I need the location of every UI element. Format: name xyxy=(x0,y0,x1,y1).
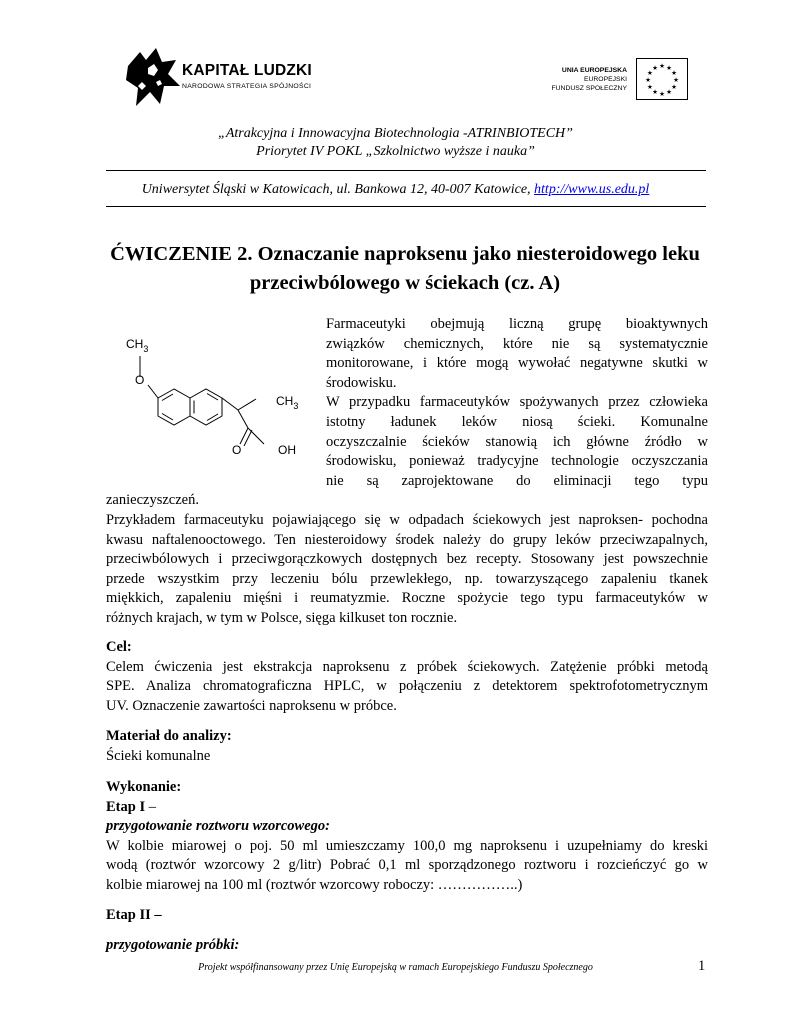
address-text: Uniwersytet Śląski w Katowicach, ul. Bankowa 12, 40-007 Katowice, xyxy=(141,182,535,197)
etap-1-line: kolbie miarowej na 100 ml (roztwór wzorcowy roboczy: ……………..) xyxy=(106,877,523,893)
paragraph-line: kwasu naftalenooctowego. Ten niesteroidowy środek należy do grupy leków przeciwzapalnych, xyxy=(106,531,708,548)
eu-logo-line-2: EUROPEJSKI xyxy=(583,76,627,83)
material-text: Ścieki komunalne xyxy=(106,747,211,764)
intro-line: nie są zaprojektowane do eliminacji tego typu xyxy=(326,472,708,489)
methoxy-oxygen-label: O xyxy=(135,373,145,387)
paragraph-line: różnych krajach, w tym w Polsce, sięga kilkuset ton rocznie. xyxy=(106,610,458,626)
intro-continuation: zanieczyszczeń. xyxy=(106,492,199,509)
page-title xyxy=(60,240,750,298)
intro-line: monitorowane, i które mogą wywołać negatywne skutki w xyxy=(326,355,708,372)
carbonyl-oxygen-label: O xyxy=(232,443,242,457)
header-rule-bottom xyxy=(106,206,706,207)
paragraph-line: przeciwbólowych i przeciwgorączkowych dostępnych bez recepty. Stosowany jest powszechnie xyxy=(106,551,708,568)
eu-flag-icon xyxy=(636,58,688,100)
project-priority-line: Priorytet IV POKL „Szkolnictwo wyższe i nauka” xyxy=(256,144,535,159)
paragraph-line: przede wszystkim przy leczeniu bólu przewlekłego, np. towarzyszącego zapaleniu tkanek xyxy=(106,570,708,587)
cel-line: UV. Oznaczenie zawartości naproksenu w próbce. xyxy=(106,697,397,714)
svg-text:★: ★ xyxy=(666,88,672,97)
eu-flag xyxy=(636,58,688,100)
intro-line: oczyszczalnie ścieków stanowią ich główne źródło w xyxy=(326,433,708,450)
etap-1-label: Etap I – xyxy=(106,798,156,815)
eu-logo-line-1: UNIA EUROPEJSKA xyxy=(561,67,627,74)
wykonanie-heading: Wykonanie: xyxy=(106,779,182,795)
paragraph-line: miękkich, zapaleniu mięśni i reumatyzmie. Roczne spożycie tego typu farmaceutyków w xyxy=(106,590,708,607)
title-line-1: ĆWICZENIE 2. Oznaczanie naproksenu jako niesteroidowego leku xyxy=(110,243,700,265)
eu-logo-text xyxy=(520,66,627,93)
kapital-ludzki-title: KAPITAŁ LUDZKI xyxy=(182,62,312,79)
methoxy-ch3-label: $CH_3$ xyxy=(126,337,149,354)
naproxen-structure xyxy=(118,332,318,462)
svg-text:★: ★ xyxy=(659,90,665,98)
svg-text:★: ★ xyxy=(652,63,658,72)
kapital-ludzki-subtitle: NARODOWA STRATEGIA SPÓJNOŚCI xyxy=(182,83,312,90)
etap-1-line: W kolbie miarowej o poj. 50 ml umieszczamy 100,0 mg naproksenu i uzupełniamy do kreski xyxy=(106,837,708,854)
kapital-ludzki-emblem-icon xyxy=(126,46,182,110)
etap-1-subheading: przygotowanie roztworu wzorcowego: xyxy=(106,818,330,835)
naproxen-molecule-diagram xyxy=(118,332,318,462)
etap-1-line: wodą (roztwór wzorcowy 2 g/litr) Pobrać 0,1 ml sporządzonego roztworu i rozcieńczyć go w xyxy=(106,857,708,874)
intro-line: środowisku. xyxy=(326,374,397,391)
svg-text:★: ★ xyxy=(671,83,678,91)
alpha-methyl-ch3-label: $CH_3$ xyxy=(276,394,299,411)
svg-text:★: ★ xyxy=(646,69,653,77)
svg-text:★: ★ xyxy=(666,63,672,72)
svg-text:★: ★ xyxy=(646,83,653,91)
page-number: 1 xyxy=(698,958,706,974)
intro-line: Farmaceutyki obejmują liczną grupę bioaktywnych xyxy=(326,316,708,332)
svg-text:★: ★ xyxy=(652,88,658,97)
university-address xyxy=(0,182,791,198)
material-heading: Materiał do analizy: xyxy=(106,728,232,744)
etap-2-subheading: przygotowanie próbki: xyxy=(106,937,240,953)
eu-logo-line-3: FUNDUSZ SPOŁECZNY xyxy=(551,85,627,92)
svg-text:★: ★ xyxy=(671,69,678,77)
cel-line: Celem ćwiczenia jest ekstrakcja naproksenu z próbek ściekowych. Zatężenie próbki metodą xyxy=(106,658,708,675)
intro-line: istotny ładunek leków niosą ścieki. Komunalne xyxy=(326,414,708,430)
intro-line: związków chemicznych, które nie są systematycznie xyxy=(326,335,708,352)
svg-text:★: ★ xyxy=(645,76,651,84)
hydroxyl-label: OH xyxy=(278,443,296,457)
header-rule-top xyxy=(106,170,706,171)
paragraph-line: Przykładem farmaceutyku pojawiającego się w odpadach ściekowych jest naproksen- pochodna xyxy=(106,512,708,528)
intro-line: W przypadku farmaceutyków spożywanych przez człowieka xyxy=(326,394,708,411)
cel-line: SPE. Analiza chromatograficzna HPLC, w połączeniu z detektorem spektrofotometrycznym xyxy=(106,678,708,695)
cel-heading: Cel: xyxy=(106,639,132,655)
project-title-line: „Atrakcyjna i Innowacyjna Biotechnologia -ATRINBIOTECH” xyxy=(218,126,573,141)
university-link[interactable]: http://www.us.edu.pl xyxy=(534,182,650,197)
svg-text:★: ★ xyxy=(673,76,679,84)
svg-text:★: ★ xyxy=(659,62,665,70)
intro-line: środowisku, ponieważ tradycyjne technologie oczyszczania xyxy=(326,453,708,470)
title-line-2: przeciwbólowego w ściekach (cz. A) xyxy=(249,272,561,294)
footer-text: Projekt współfinansowany przez Unię Europejską w ramach Europejskiego Funduszu Społecznego xyxy=(198,962,593,973)
etap-2-label: Etap II – xyxy=(106,907,162,923)
